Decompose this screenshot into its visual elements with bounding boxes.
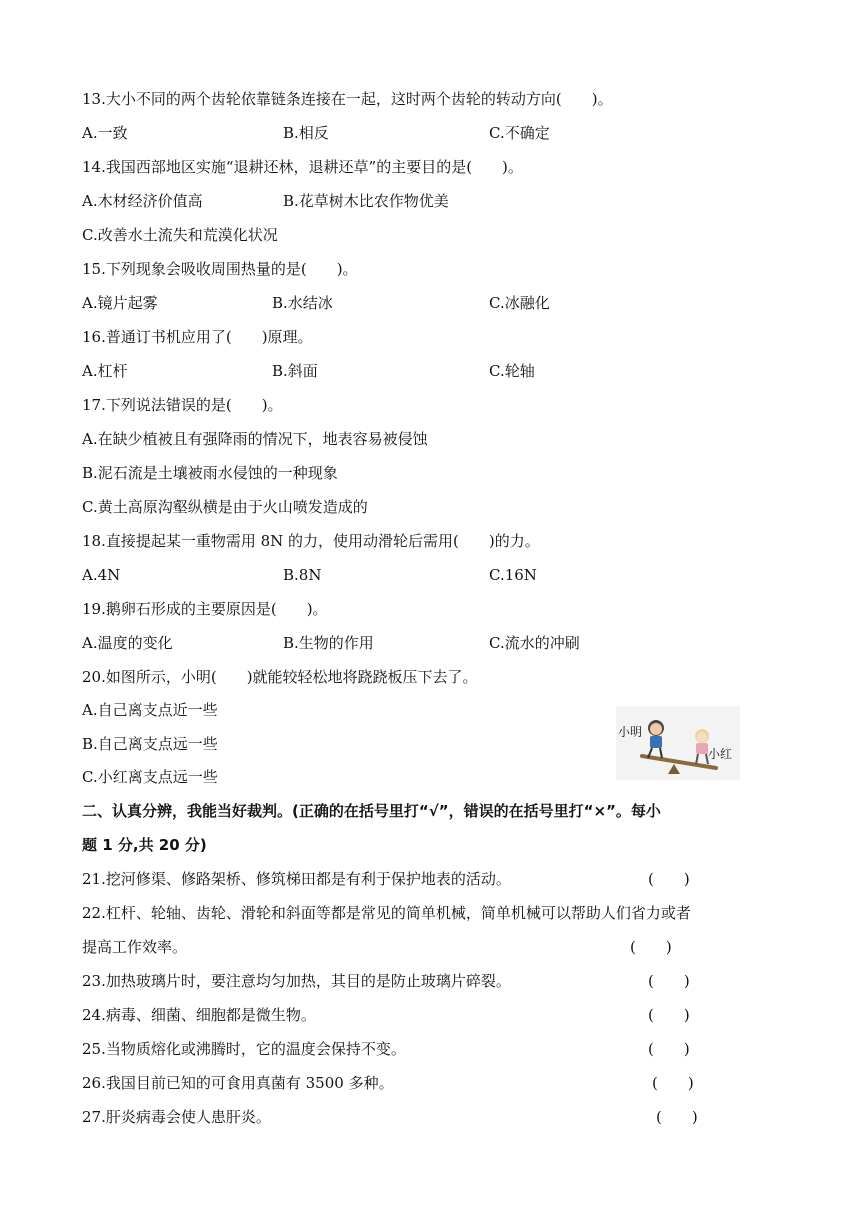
q18-option-b: B.8N (283, 566, 322, 584)
q18-option-a: A.4N (82, 566, 121, 584)
section2-title-line1: 二、认真分辨，我能当好裁判。(正确的在括号里打“√”，错误的在括号里打“×”。每小 (82, 802, 661, 820)
q20-option-a: A.自己离支点近一些 (82, 701, 218, 719)
judgment-27: 27.肝炎病毒会使人患肝炎。 (82, 1108, 271, 1126)
section2-title-line2: 题 1 分,共 20 分) (82, 836, 207, 854)
q15-option-c: C.冰融化 (489, 294, 550, 312)
figure-label-xiaohong: 小红 (708, 747, 733, 761)
q15-stem: 15.下列现象会吸收周围热量的是( )。 (82, 260, 358, 278)
q17-option-c: C.黄土高原沟壑纵横是由于火山喷发造成的 (82, 498, 368, 516)
seesaw-figure (616, 706, 740, 780)
q19-option-c: C.流水的冲刷 (489, 634, 580, 652)
q15-option-a: A.镜片起雾 (82, 294, 158, 312)
q18-option-c: C.16N (489, 566, 537, 584)
q17-option-a: A.在缺少植被且有强降雨的情况下，地表容易被侵蚀 (82, 430, 428, 448)
q14-option-a: A.木材经济价值高 (82, 192, 203, 210)
judgment-26: 26.我国目前已知的可食用真菌有 3500 多种。 (82, 1074, 394, 1092)
q16-stem: 16.普通订书机应用了( )原理。 (82, 328, 313, 346)
q20-option-c: C.小红离支点远一些 (82, 768, 218, 786)
judgment-24-answer-paren[interactable]: ( ) (648, 1006, 690, 1024)
q17-option-b: B.泥石流是土壤被雨水侵蚀的一种现象 (82, 464, 338, 482)
q16-option-b: B.斜面 (272, 362, 318, 380)
q19-option-a: A.温度的变化 (82, 634, 173, 652)
judgment-24: 24.病毒、细菌、细胞都是微生物。 (82, 1006, 316, 1024)
q17-stem: 17.下列说法错误的是( )。 (82, 396, 283, 414)
judgment-23: 23.加热玻璃片时，要注意均匀加热，其目的是防止玻璃片碎裂。 (82, 972, 511, 990)
judgment-22-line1: 22.杠杆、轮轴、齿轮、滑轮和斜面等都是常见的简单机械，简单机械可以帮助人们省力或者 (82, 904, 691, 922)
q18-stem: 18.直接提起某一重物需用 8N 的力，使用动滑轮后需用( )的力。 (82, 532, 540, 550)
judgment-22-answer-paren[interactable]: ( ) (630, 938, 672, 956)
q13-stem: 13.大小不同的两个齿轮依靠链条连接在一起，这时两个齿轮的转动方向( )。 (82, 90, 613, 108)
q15-option-b: B.水结冰 (272, 294, 333, 312)
q19-option-b: B.生物的作用 (283, 634, 374, 652)
q16-option-a: A.杠杆 (82, 362, 128, 380)
q13-option-c: C.不确定 (489, 124, 550, 142)
figure-background (616, 706, 740, 780)
judgment-25: 25.当物质熔化或沸腾时，它的温度会保持不变。 (82, 1040, 406, 1058)
judgment-25-answer-paren[interactable]: ( ) (648, 1040, 690, 1058)
q13-option-a: A.一致 (82, 124, 128, 142)
q20-option-b: B.自己离支点远一些 (82, 735, 218, 753)
judgment-23-answer-paren[interactable]: ( ) (648, 972, 690, 990)
figure-label-xiaoming: 小明 (618, 725, 643, 739)
judgment-22-line2: 提高工作效率。 (82, 938, 188, 956)
judgment-21-answer-paren[interactable]: ( ) (648, 870, 690, 888)
q14-option-b: B.花草树木比农作物优美 (283, 192, 449, 210)
q20-stem: 20.如图所示，小明( )就能较轻松地将跷跷板压下去了。 (82, 668, 478, 686)
q13-option-b: B.相反 (283, 124, 329, 142)
judgment-26-answer-paren[interactable]: ( ) (652, 1074, 694, 1092)
judgment-27-answer-paren[interactable]: ( ) (656, 1108, 698, 1126)
judgment-21: 21.挖河修渠、修路架桥、修筑梯田都是有利于保护地表的活动。 (82, 870, 511, 888)
q16-option-c: C.轮轴 (489, 362, 535, 380)
q14-stem: 14.我国西部地区实施“退耕还林，退耕还草”的主要目的是( )。 (82, 158, 523, 176)
q14-option-c: C.改善水土流失和荒漠化状况 (82, 226, 278, 244)
q19-stem: 19.鹅卵石形成的主要原因是( )。 (82, 600, 328, 618)
